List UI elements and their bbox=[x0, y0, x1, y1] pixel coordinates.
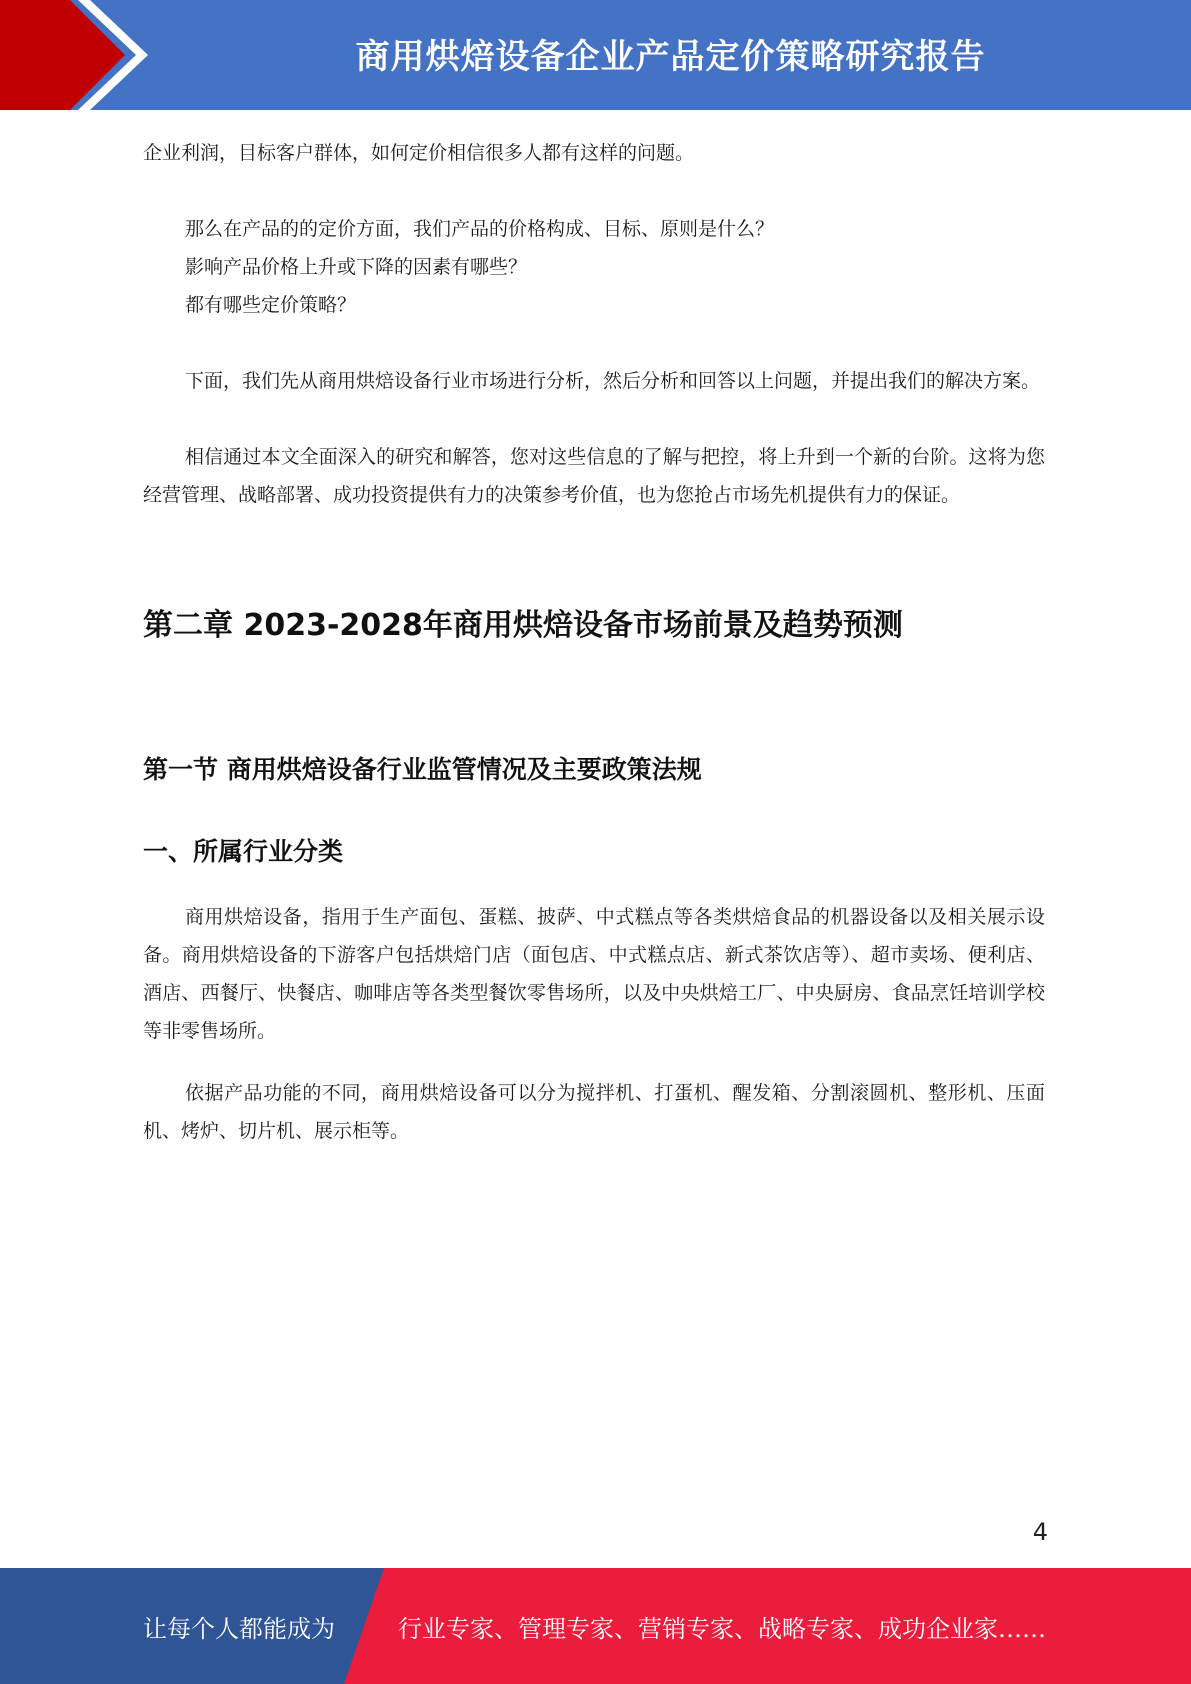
question-pricing-strategies: 都有哪些定价策略？ bbox=[185, 294, 357, 316]
footer-slogan-left: 让每个人都能成为 bbox=[143, 1614, 335, 1643]
page-footer bbox=[0, 1568, 1191, 1684]
document-title: 商用烘焙设备企业产品定价策略研究报告 bbox=[355, 36, 986, 77]
question-price-factors: 影响产品价格上升或下降的因素有哪些？ bbox=[185, 256, 528, 278]
paragraph-intro: 企业利润，目标客户群体，如何定价相信很多人都有这样的问题。 bbox=[143, 142, 695, 164]
header-arrow-decoration bbox=[0, 0, 160, 110]
paragraph-analysis-plan: 下面，我们先从商用烘焙设备行业市场进行分析，然后分析和回答以上问题，并提出我们的解决方案。 bbox=[185, 370, 1041, 392]
paragraph-industry-definition: 商用烘焙设备，指用于生产面包、蛋糕、披萨、中式糕点等各类烘焙食品的机器设备以及相关展示设备。商用烘焙设备的下游客户包括烘焙门店（面包店、中式糕点店、新式茶饮店等）、超市卖场、便利店、酒店、西餐厅、快餐店、咖啡店等各类型餐饮零售场所，以及中央烘焙工厂、中央厨房、食品烹饪培训学校等非零售场所。 bbox=[143, 906, 1045, 1042]
footer-slogan-right: 行业专家、管理专家、营销专家、战略专家、成功企业家…… bbox=[398, 1614, 1046, 1643]
page-content bbox=[143, 134, 1045, 1150]
page-header bbox=[0, 0, 1191, 110]
chapter-title: 第二章 2023-2028年商用烘焙设备市场前景及趋势预测 bbox=[143, 608, 903, 643]
paragraph-value: 相信通过本文全面深入的研究和解答，您对这些信息的了解与把控，将上升到一个新的台阶。这将为您经营管理、战略部署、成功投资提供有力的决策参考价值，也为您抢占市场先机提供有力的保证。 bbox=[143, 446, 1045, 506]
subsection-title: 一、所属行业分类 bbox=[143, 837, 344, 866]
section-title: 第一节 商用烘焙设备行业监管情况及主要政策法规 bbox=[143, 755, 702, 784]
question-pricing-structure: 那么在产品的的定价方面，我们产品的价格构成、目标、原则是什么？ bbox=[185, 218, 775, 240]
page-number: 4 bbox=[1032, 1518, 1048, 1546]
paragraph-product-classification: 依据产品功能的不同，商用烘焙设备可以分为搅拌机、打蛋机、醒发箱、分割滚圆机、整形机、压面机、烤炉、切片机、展示柜等。 bbox=[143, 1082, 1045, 1142]
